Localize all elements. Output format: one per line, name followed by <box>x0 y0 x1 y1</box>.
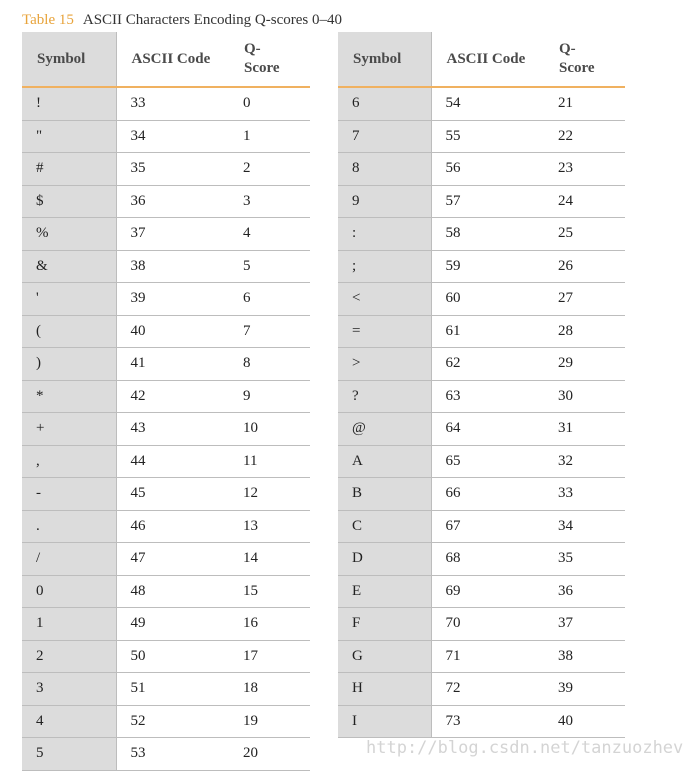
cell-q-score: 10 <box>229 413 310 446</box>
header-row <box>338 32 625 87</box>
cell-symbol: $ <box>22 185 116 218</box>
cell-ascii-code: 50 <box>116 640 229 673</box>
header-q-line2: Score <box>559 60 595 76</box>
table-row <box>338 315 625 348</box>
cell-ascii-code: 72 <box>431 673 544 706</box>
cell-ascii-code: 49 <box>116 608 229 641</box>
cell-symbol: C <box>338 510 431 543</box>
table-row <box>338 153 625 186</box>
cell-ascii-code: 52 <box>116 705 229 738</box>
cell-symbol: H <box>338 673 431 706</box>
table-row <box>22 673 310 706</box>
cell-ascii-code: 63 <box>431 380 544 413</box>
cell-symbol: = <box>338 315 431 348</box>
cell-q-score: 23 <box>544 153 625 186</box>
cell-symbol: ? <box>338 380 431 413</box>
cell-q-score: 6 <box>229 283 310 316</box>
cell-symbol: A <box>338 445 431 478</box>
cell-q-score: 30 <box>544 380 625 413</box>
cell-ascii-code: 41 <box>116 348 229 381</box>
table-row <box>22 380 310 413</box>
cell-ascii-code: 34 <box>116 120 229 153</box>
cell-q-score: 31 <box>544 413 625 446</box>
header-q-line1: Q- <box>559 41 576 58</box>
table-number: Table 15 <box>22 12 74 28</box>
table-row <box>338 120 625 153</box>
cell-ascii-code: 37 <box>116 218 229 251</box>
cell-symbol: 7 <box>338 120 431 153</box>
cell-q-score: 38 <box>544 640 625 673</box>
table-row <box>22 575 310 608</box>
cell-ascii-code: 71 <box>431 640 544 673</box>
table-row <box>22 218 310 251</box>
cell-symbol: 9 <box>338 185 431 218</box>
cell-ascii-code: 57 <box>431 185 544 218</box>
cell-q-score: 3 <box>229 185 310 218</box>
cell-q-score: 19 <box>229 705 310 738</box>
cell-ascii-code: 45 <box>116 478 229 511</box>
cell-ascii-code: 35 <box>116 153 229 186</box>
table-row <box>22 250 310 283</box>
cell-symbol: 8 <box>338 153 431 186</box>
header-symbol: Symbol <box>22 32 116 87</box>
table-caption <box>22 12 342 29</box>
cell-q-score: 9 <box>229 380 310 413</box>
table-row <box>338 705 625 738</box>
table-row <box>338 283 625 316</box>
cell-q-score: 40 <box>544 705 625 738</box>
cell-q-score: 28 <box>544 315 625 348</box>
cell-ascii-code: 61 <box>431 315 544 348</box>
cell-q-score: 18 <box>229 673 310 706</box>
table-row <box>338 348 625 381</box>
cell-ascii-code: 59 <box>431 250 544 283</box>
table-row <box>22 608 310 641</box>
table-row <box>22 738 310 771</box>
cell-ascii-code: 39 <box>116 283 229 316</box>
cell-q-score: 32 <box>544 445 625 478</box>
cell-q-score: 14 <box>229 543 310 576</box>
cell-ascii-code: 38 <box>116 250 229 283</box>
qscore-table-right <box>338 32 625 738</box>
cell-symbol: 4 <box>22 705 116 738</box>
cell-q-score: 35 <box>544 543 625 576</box>
cell-symbol: @ <box>338 413 431 446</box>
cell-q-score: 8 <box>229 348 310 381</box>
cell-ascii-code: 64 <box>431 413 544 446</box>
cell-ascii-code: 48 <box>116 575 229 608</box>
cell-symbol: . <box>22 510 116 543</box>
table-row <box>338 413 625 446</box>
cell-ascii-code: 69 <box>431 575 544 608</box>
cell-ascii-code: 55 <box>431 120 544 153</box>
table-title: ASCII Characters Encoding Q-scores 0–40 <box>82 12 342 28</box>
cell-ascii-code: 54 <box>431 87 544 120</box>
cell-symbol: 2 <box>22 640 116 673</box>
watermark-url: http://blog.csdn.net/tanzuozhev <box>366 738 684 758</box>
cell-q-score: 29 <box>544 348 625 381</box>
table-row <box>338 445 625 478</box>
table-row <box>22 185 310 218</box>
cell-symbol: # <box>22 153 116 186</box>
table-row <box>338 673 625 706</box>
cell-symbol: 6 <box>338 87 431 120</box>
cell-ascii-code: 60 <box>431 283 544 316</box>
table-row <box>338 218 625 251</box>
cell-q-score: 7 <box>229 315 310 348</box>
table-body <box>338 87 625 738</box>
cell-q-score: 4 <box>229 218 310 251</box>
cell-ascii-code: 40 <box>116 315 229 348</box>
cell-symbol: 5 <box>22 738 116 771</box>
cell-ascii-code: 70 <box>431 608 544 641</box>
header-symbol: Symbol <box>338 32 431 87</box>
cell-ascii-code: 47 <box>116 543 229 576</box>
cell-ascii-code: 36 <box>116 185 229 218</box>
cell-ascii-code: 46 <box>116 510 229 543</box>
table-row <box>22 510 310 543</box>
cell-ascii-code: 73 <box>431 705 544 738</box>
cell-symbol: D <box>338 543 431 576</box>
header-row <box>22 32 310 87</box>
table-row <box>22 543 310 576</box>
cell-ascii-code: 53 <box>116 738 229 771</box>
cell-ascii-code: 58 <box>431 218 544 251</box>
table-row <box>338 640 625 673</box>
cell-q-score: 22 <box>544 120 625 153</box>
table-row <box>338 185 625 218</box>
cell-symbol: I <box>338 705 431 738</box>
table-row <box>22 478 310 511</box>
cell-symbol: * <box>22 380 116 413</box>
cell-symbol: 1 <box>22 608 116 641</box>
cell-q-score: 34 <box>544 510 625 543</box>
table-row <box>338 510 625 543</box>
qscore-table-left <box>22 32 310 771</box>
cell-q-score: 36 <box>544 575 625 608</box>
cell-symbol: E <box>338 575 431 608</box>
cell-ascii-code: 44 <box>116 445 229 478</box>
table-row <box>338 575 625 608</box>
cell-q-score: 17 <box>229 640 310 673</box>
table-row <box>22 445 310 478</box>
table-row <box>338 380 625 413</box>
cell-symbol: < <box>338 283 431 316</box>
cell-q-score: 26 <box>544 250 625 283</box>
cell-ascii-code: 66 <box>431 478 544 511</box>
header-q-line1: Q- <box>244 41 261 58</box>
table-row <box>22 87 310 120</box>
cell-q-score: 20 <box>229 738 310 771</box>
cell-ascii-code: 67 <box>431 510 544 543</box>
cell-q-score: 16 <box>229 608 310 641</box>
table-row <box>338 478 625 511</box>
cell-symbol: G <box>338 640 431 673</box>
cell-symbol: > <box>338 348 431 381</box>
table-body <box>22 87 310 770</box>
cell-q-score: 33 <box>544 478 625 511</box>
cell-symbol: F <box>338 608 431 641</box>
table-row <box>22 413 310 446</box>
cell-q-score: 25 <box>544 218 625 251</box>
table-row <box>22 640 310 673</box>
cell-q-score: 11 <box>229 445 310 478</box>
cell-symbol: ' <box>22 283 116 316</box>
header-q-score <box>544 32 625 87</box>
cell-symbol: 0 <box>22 575 116 608</box>
cell-symbol: & <box>22 250 116 283</box>
cell-q-score: 15 <box>229 575 310 608</box>
cell-ascii-code: 56 <box>431 153 544 186</box>
table-row <box>22 348 310 381</box>
table-row <box>338 87 625 120</box>
cell-q-score: 27 <box>544 283 625 316</box>
cell-ascii-code: 62 <box>431 348 544 381</box>
cell-symbol: ; <box>338 250 431 283</box>
cell-ascii-code: 33 <box>116 87 229 120</box>
table-row <box>22 705 310 738</box>
table-row <box>338 608 625 641</box>
cell-q-score: 5 <box>229 250 310 283</box>
header-q-score <box>229 32 310 87</box>
cell-symbol: / <box>22 543 116 576</box>
cell-ascii-code: 65 <box>431 445 544 478</box>
table-row <box>22 153 310 186</box>
cell-q-score: 39 <box>544 673 625 706</box>
header-ascii-code: ASCII Code <box>431 32 544 87</box>
cell-q-score: 13 <box>229 510 310 543</box>
table-row <box>22 283 310 316</box>
cell-q-score: 37 <box>544 608 625 641</box>
cell-symbol: ) <box>22 348 116 381</box>
table-row <box>22 120 310 153</box>
cell-q-score: 0 <box>229 87 310 120</box>
cell-symbol: + <box>22 413 116 446</box>
cell-symbol: ( <box>22 315 116 348</box>
cell-q-score: 21 <box>544 87 625 120</box>
cell-symbol: % <box>22 218 116 251</box>
cell-symbol: 3 <box>22 673 116 706</box>
cell-q-score: 2 <box>229 153 310 186</box>
cell-symbol: - <box>22 478 116 511</box>
cell-symbol: " <box>22 120 116 153</box>
cell-ascii-code: 42 <box>116 380 229 413</box>
table-row <box>338 543 625 576</box>
cell-symbol: ! <box>22 87 116 120</box>
table-row <box>338 250 625 283</box>
cell-ascii-code: 43 <box>116 413 229 446</box>
cell-symbol: : <box>338 218 431 251</box>
cell-q-score: 24 <box>544 185 625 218</box>
cell-q-score: 12 <box>229 478 310 511</box>
cell-ascii-code: 51 <box>116 673 229 706</box>
header-ascii-code: ASCII Code <box>116 32 229 87</box>
table-row <box>22 315 310 348</box>
cell-q-score: 1 <box>229 120 310 153</box>
cell-ascii-code: 68 <box>431 543 544 576</box>
header-q-line2: Score <box>244 60 280 76</box>
cell-symbol: B <box>338 478 431 511</box>
cell-symbol: , <box>22 445 116 478</box>
